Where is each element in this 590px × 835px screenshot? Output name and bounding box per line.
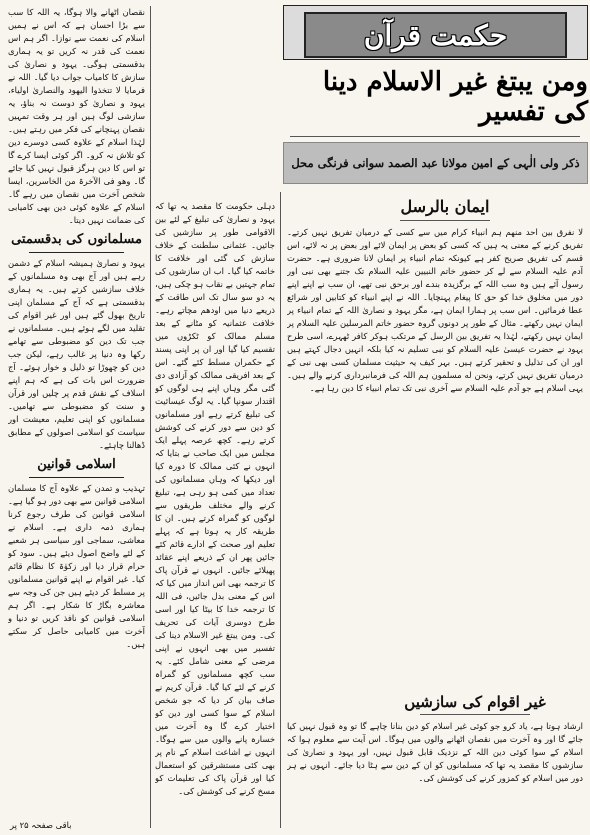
author-byline: ذکر ولی الٰہی کے امین مولانا عبد الصمد سوانی فرنگی محل <box>283 142 588 184</box>
heading-underline <box>29 477 125 478</box>
section-heading: اسلامی قوانین <box>37 457 116 472</box>
column-left <box>8 6 145 818</box>
section-title-iman: ایمان بالرسل <box>400 197 490 216</box>
continued-note: باقی صفحہ ۲۵ پر <box>10 820 72 830</box>
column-middle <box>155 200 275 828</box>
heading-underline <box>420 714 530 715</box>
article-headline: ومن یبتغ غیر الاسلام دینا کی تفسیر <box>322 66 588 127</box>
paragraph: دہلی حکومت کا مقصد یہ تھا کہ یہود و نصاریٰ کی تبلیغ کے لئے بین الاقوامی طور پر سازشیں کی جائیں۔ عثمانی سلطنت کے خلاف سازش کی گئی اور خلافت کا خاتمہ کیا گیا۔ اب ان سازشوں کی تمام جہتیں بے نقاب ہو چکی ہیں، یہ دو سو سال تک اس طاقت کے ذریعے دنیا میں اودھم مچاتے رہے۔ خلافت عثمانیہ کو مٹانے کے بعد مسلم ممالک کو ٹکڑوں میں تقسیم کیا گیا اور ان پر اپنی پسند کے حکمران مسلط کئے گئے۔ اس کے بعد افریقی ممالک کو آزادی دی گئی مگر وہاں اپنے ہی لوگوں کو اقتدار سونپا گیا۔ یہ لوگ عیسائیت کی تبلیغ کرتے رہے اور مسلمانوں کو دین سے دور کرنے کی کوشش کرتے رہے۔ کچھ عرصہ پہلے ایک مجلس میں ایک صاحب نے بتایا کہ انہوں نے کئی ممالک کا دورہ کیا اور دیکھا کہ وہاں مسلمانوں کی تعداد میں کمی ہو رہی ہے، تبلیغ کرنے والے مختلف طریقوں سے لوگوں کو گمراہ کرتے ہیں۔ ان کا طریقہ کار یہ ہوتا ہے کہ پہلے تعلیم اور صحت کے ادارے قائم کئے جائیں پھر ان کے ذریعے اپنے عقائد پھیلائے جائیں۔ انہوں نے قرآن پاک کا ترجمہ بھی اس انداز میں کیا کہ اس کے معنی بدل جائیں، فی اللہ کا ترجمہ خدا کا بیٹا کیا اور اسی طرح دوسری آیات کی تحریف کی۔ ومن یبتغ غیر الاسلام دینا کی تفسیر میں بھی انہوں نے اپنی مرضی کے معنی شامل کئے۔ یہ سب کچھ مسلمانوں کو گمراہ کرنے کے لئے کیا گیا۔ قرآن کریم نے صاف بیان کر دیا کہ جو شخص اسلام کے سوا کسی اور دین کو اختیار کرے گا وہ آخرت میں خسارہ پانے والوں میں سے ہوگا۔ انہوں نے اشاعت اسلام کے نام پر بھی کئی مستشرقین کو استعمال کیا اور قرآن پاک کی تعلیمات کو مسخ کرنے کی کوشش کی۔ <box>155 201 275 796</box>
paragraph: یہود و نصاریٰ ہمیشہ اسلام کے دشمن رہے ہیں اور آج بھی وہ مسلمانوں کے خلاف سازشیں کرتے ہیں۔ یہ ہماری بدقسمتی ہے کہ آج کے مسلمان اپنی تاریخ بھول گئے ہیں اور غیر اقوام کی تقلید میں لگے ہوئے ہیں۔ مسلمانوں نے جب تک دین کو مضبوطی سے تھامے رکھا وہ دنیا پر غالب رہے، لیکن جب دین کو چھوڑا تو ذلیل و خوار ہوئے۔ آج ضرورت اس بات کی ہے کہ ہم اپنے اسلاف کے نقش قدم پر چلیں اور قرآن و سنت کو مضبوطی سے تھامیں۔ مسلمانوں کو اپنی تعلیم، معیشت اور سیاست کو اسلامی اصولوں کے مطابق ڈھالنا چاہئے۔ <box>8 258 145 450</box>
column-masthead <box>283 5 588 60</box>
paragraph: نقصان اٹھانے والا ہوگا، یہ اللہ کا سب سے بڑا احسان ہے کہ اس نے ہمیں اسلام کی نعمت سے نوازا۔ اگر ہم اس نعمت کی قدر نہ کریں تو یہ ہماری بدقسمتی ہوگی۔ یہود و نصاریٰ کی سازش کا کامیاب جواب دیا گیا۔ اللہ نے فرمایا لا تتخذوا الیھود والنصاریٰ اولیاء، یہود و نصاریٰ کو دوست نہ بناؤ، یہ سازشی لوگ ہیں اور ہر وقت تمہیں نقصان پہنچانے کی فکر میں رہتے ہیں۔ لہٰذا اسلام کے علاوہ کسی دوسرے دین کو تلاش نہ کرو۔ اگر کوئی ایسا کرے گا تو اس کا دین ہرگز قبول نہیں کیا جائے گا۔ وھو فی الآخرۃ من الخاسرین، ایسا شخص آخرت میں نقصان میں رہے گا۔ اسلام کے علاوہ کوئی دین بھی کامیابی کی ضمانت نہیں دیتا۔ <box>8 7 145 225</box>
headline-rule <box>290 136 580 137</box>
column-right-bottom <box>287 720 583 828</box>
paragraph: ارشاد ہوتا ہے، یاد کرو جو کوئی غیر اسلام کو دین بنانا چاہے گا تو وہ قبول نہیں کیا جائے گا اور وہ آخرت میں نقصان اٹھانے والوں میں ہوگا۔ اس آیت سے معلوم ہوا کہ اسلام کے سوا کوئی دین اللہ کے نزدیک قابل قبول نہیں، اور یہود و نصاریٰ کی سازشوں کا مقصد یہ تھا کہ مسلمانوں کو ان کے دین سے ہٹا دیا جائے۔ انہوں نے ہر دور میں اسلام کو کمزور کرنے کی کوشش کی۔ <box>287 721 583 783</box>
column-divider <box>150 6 151 828</box>
heading-underline <box>29 252 125 253</box>
heading-underline <box>400 220 490 221</box>
masthead-title: حکمت قرآن <box>304 12 567 58</box>
section-title-conspiracies: غیر اقوام کی سازشیں <box>404 693 546 711</box>
column-divider <box>280 192 281 828</box>
paragraph: لا نفرق بین احد منھم ہم انبیاء کرام میں سے کسی کے درمیان تفریق نہیں کرتے۔ تفریق کرنے کے معنی یہ ہیں کہ کسی کو بعض پر ایمان لائے اور بعض پر نہ لائے، اس قسم کی تفریق صریح کفر ہے کیونکہ تمام انبیاء پر ایمان لانا ضروری ہے۔ حضرت آدم علیہ السلام سے لے کر حضور خاتم النبیین علیہ السلام تک جتنے بھی نبی اور رسول آئے ہیں وہ سب اللہ کے برگزیدہ بندے اور برحق نبی تھے، ان سب نے اپنے اپنے دور میں مخلوق خدا کو حق کا پیغام پہنچایا۔ اللہ نے اپنے انبیاء کو کتابیں اور شرائع عطا فرمائیں۔ اس سب پر ہمارا ایمان ہے، مگر یہود و نصاریٰ اللہ کے تمام انبیاء پر ایمان نہیں رکھتے۔ مثال کے طور پر دونوں گروہ حضور خاتم المرسلین علیہ السلام پر ایمان نہیں رکھتے، لہٰذا یہ تفریق بین الرسل کے مرتکب ہوکر کافر ٹھہرے، اسی طرح یہود نے حضرت عیسیٰ علیہ السلام کو نبی تسلیم نہ کیا بلکہ انہیں دجال کہتے ہیں اور ان کی تذلیل و تحقیر کرتے ہیں۔ بہر کیف یہ حیثیت مسلمان کسی بھی نبی کے درمیان تفریق نہیں کرتے، ونحن له مسلمون ہم اللہ کی فرمانبرداری کرنے والے ہیں۔ یہی اسلام ہے جو آدم علیہ السلام سے آخری نبی تک تمام انبیاء کا دین رہا ہے۔ <box>287 227 583 393</box>
column-right <box>287 226 583 682</box>
section-heading: مسلمانوں کی بدقسمتی <box>11 232 142 247</box>
paragraph: تہذیب و تمدن کے علاوہ آج کا مسلمان اسلامی قوانین سے بھی دور ہو گیا ہے۔ اسلامی قوانین کی طرف رجوع کرنا ہماری ذمہ داری ہے۔ اسلام نے معاشی، سماجی اور سیاسی ہر شعبے کے لئے واضح اصول دیئے ہیں۔ سود کو حرام قرار دیا اور زکوٰۃ کا نظام قائم کیا۔ غیر اقوام نے اپنے قوانین مسلمانوں پر مسلط کر دیئے ہیں جن کی وجہ سے معاشرہ بگاڑ کا شکار ہے۔ اگر ہم اسلامی قوانین کو نافذ کریں تو دنیا و آخرت میں کامیابی حاصل کر سکتے ہیں۔ <box>8 483 145 649</box>
